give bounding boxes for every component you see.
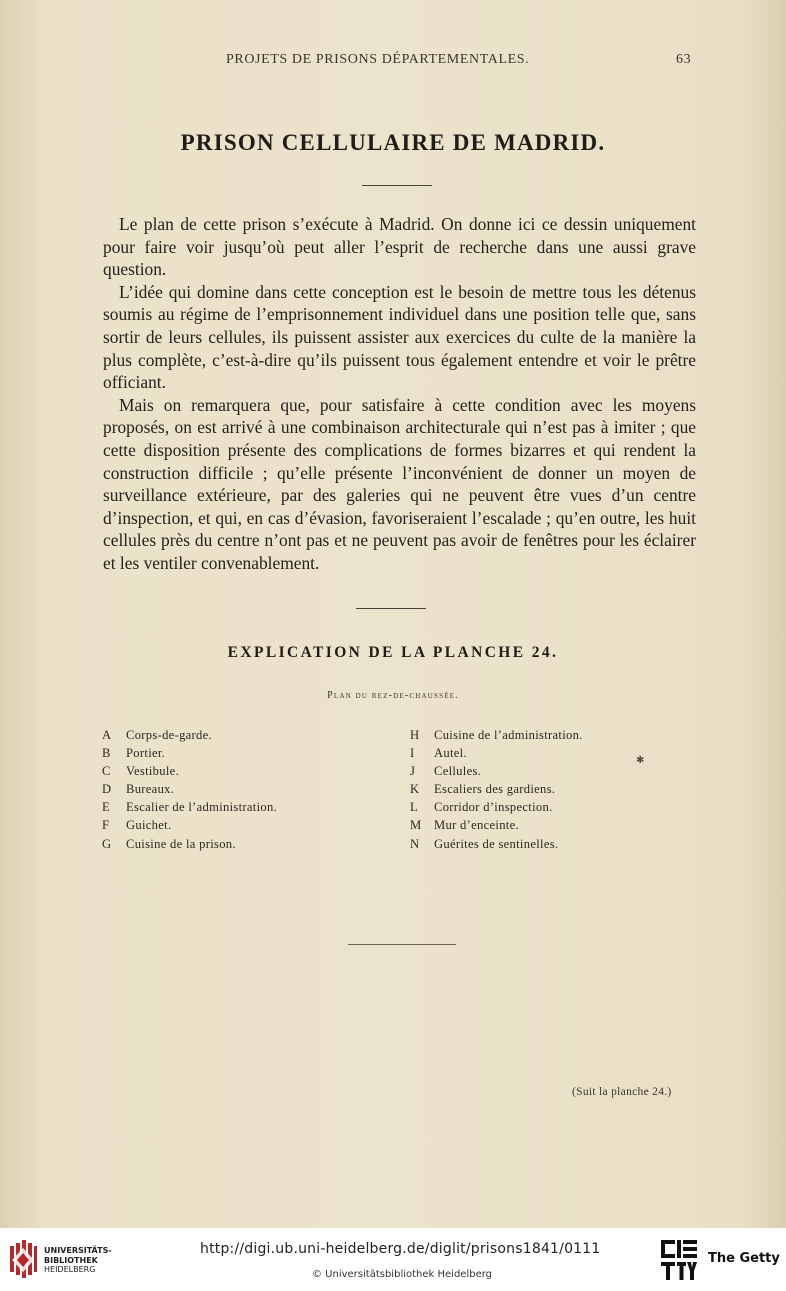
divider-middle: [356, 608, 426, 609]
legend-item: [410, 835, 583, 853]
legend-label: Guichet.: [126, 818, 172, 833]
legend-item: [102, 726, 277, 744]
legend-label: Escaliers des gardiens.: [434, 782, 556, 797]
legend-key: A: [102, 728, 112, 742]
explanation-title: EXPLICATION DE LA PLANCHE 24.: [227, 644, 559, 661]
paragraph-2: L’idée qui domine dans cette conception est le besoin de mettre tous les détenus soumis au régime de l’emprisonnement individuel dans une position telle que, sans sortir de leurs cellules, ils puissent assister aux exercices du culte de la manière la plus complète, c’est-à-dire qu’ils puissent tous également entendre et voir le prêtre officiant.: [103, 281, 696, 393]
legend-key: D: [102, 782, 112, 797]
legend-label: Autel.: [434, 746, 467, 761]
divider-top: [362, 185, 432, 186]
continued-note: (Suit la planche 24.): [572, 1086, 672, 1098]
legend-label: Escalier de l’administration.: [126, 800, 278, 815]
legend-item: [102, 835, 277, 853]
legend-key: M: [410, 818, 422, 833]
running-header: [0, 52, 786, 72]
permalink[interactable]: http://digi.ub.uni-heidelberg.de/diglit/prisons1841/0111: [200, 1241, 601, 1257]
legend-label: Bureaux.: [126, 782, 175, 797]
university-seal-icon: [8, 1240, 38, 1278]
library-line-3: HEIDELBERG: [44, 1265, 96, 1274]
legend-key: C: [102, 764, 111, 779]
legend-item: [410, 726, 583, 744]
library-line-2: BIBLIOTHEK: [44, 1255, 98, 1265]
getty-logo-icon: [661, 1240, 697, 1280]
legend-key: H: [410, 728, 420, 742]
legend-left-column: [102, 726, 277, 853]
page-number: 63: [676, 52, 692, 67]
running-title: PROJETS DE PRISONS DÉPARTEMENTALES.: [226, 52, 530, 67]
ink-speck-icon: ✱: [636, 755, 645, 766]
legend-label: Cuisine de l’administration.: [434, 728, 583, 742]
legend-right-column: [410, 726, 583, 853]
page-title: PRISON CELLULAIRE DE MADRID.: [180, 130, 606, 155]
plan-subtitle: Plan du rez-de-chaussée.: [327, 690, 459, 701]
legend-item: [102, 798, 277, 816]
legend-item: [102, 762, 277, 780]
legend-item: [410, 798, 583, 816]
body-text: [103, 213, 696, 575]
legend-key: E: [102, 800, 110, 815]
copyright-notice: © Universitätsbibliothek Heidelberg: [312, 1269, 493, 1280]
footer-bar: [0, 1228, 786, 1291]
legend-item: [410, 762, 583, 780]
legend-label: Cellules.: [434, 764, 482, 779]
legend-label: Cuisine de la prison.: [126, 836, 236, 851]
legend-item: [102, 744, 277, 762]
paragraph-1: Le plan de cette prison s’exécute à Madrid. On donne ici ce dessin uniquement pour faire voir jusqu’où peut aller l’esprit de recherche dans une aussi grave question.: [103, 214, 696, 280]
legend-key: K: [410, 782, 420, 797]
paragraph-3: Mais on remarquera que, pour satisfaire à cette condition avec les moyens proposés, on est arrivé à une combinaison architecturale qui n’est pas à imiter ; que cette disposition présente des complications de formes bizarres et qui rendent la construction difficile ; qu’elle présente l’inconvénient de donner un moyen de surveillance extérieure, par des galeries qui ne peuvent être vues d’un centre d’inspection, et qui, en cas d’évasion, favoriseraient l’escalade ; qu’en outre, les huit cellules près du centre n’ont pas et ne peuvent pas avoir de fenêtres pour les éclairer et les ventiler convenablement.: [103, 394, 696, 573]
legend-key: F: [102, 818, 110, 833]
legend-key: B: [102, 746, 111, 761]
legend-label: Corps-de-garde.: [126, 728, 212, 742]
library-name: [44, 1246, 112, 1275]
legend-item: [410, 744, 583, 762]
legend-item: [410, 780, 583, 798]
legend-key: I: [410, 746, 415, 761]
legend-key: G: [102, 836, 112, 851]
legend-item: [102, 816, 277, 834]
legend-item: [102, 780, 277, 798]
legend-label: Corridor d’inspection.: [434, 800, 553, 815]
legend-label: Mur d’enceinte.: [434, 818, 519, 833]
legend-label: Vestibule.: [126, 764, 180, 779]
legend-key: J: [410, 764, 416, 779]
library-line-1: UNIVERSITÄTS-: [44, 1246, 112, 1255]
legend-item: [410, 816, 583, 834]
divider-bottom: [348, 944, 456, 945]
getty-name: The Getty: [708, 1251, 780, 1266]
legend-label: Guérites de sentinelles.: [434, 836, 559, 851]
legend-key: N: [410, 836, 420, 851]
legend-label: Portier.: [126, 746, 166, 761]
legend-key: L: [410, 800, 418, 815]
